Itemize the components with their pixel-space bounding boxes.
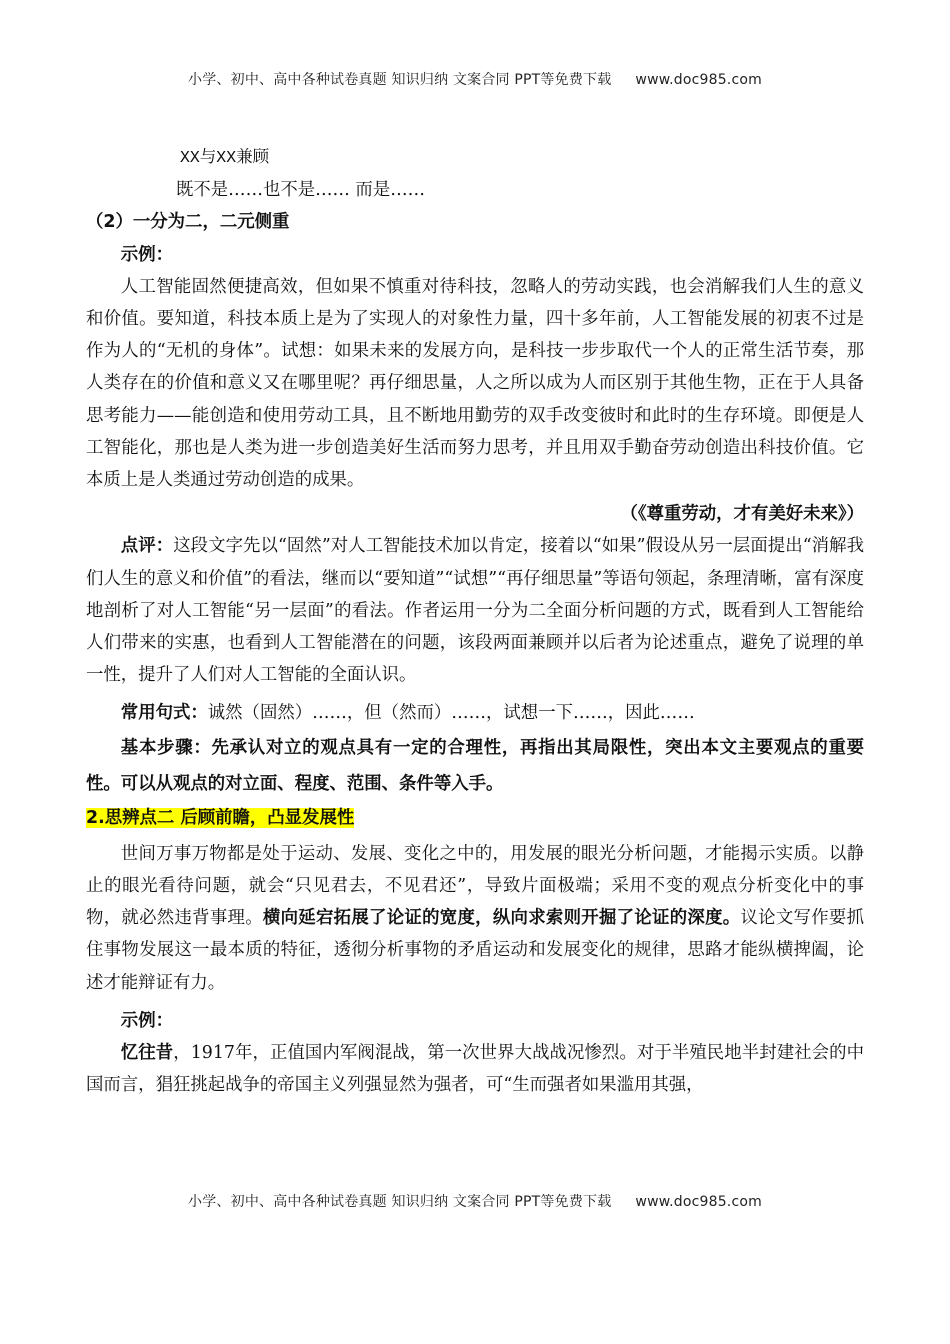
footer-url[interactable]: www.doc985.com: [635, 1194, 762, 1210]
para-text-2: 议论文写作要抓住事物发展这一最本质的特征，透彻分析事物的矛盾运动和发展变化的规律，思路才能纵横捭阖，论述才能辩证有力。: [86, 908, 864, 993]
common-label: 常用句式：: [120, 703, 208, 724]
footer-text: 小学、初中、高中各种试卷真题 知识归纳 文案合同 PPT等免费下载: [188, 1194, 612, 1210]
page-footer: [0, 1191, 950, 1211]
document-body: [86, 142, 864, 1101]
example-paragraph: 人工智能固然便捷高效，但如果不慎重对待科技，忽略人的劳动实践，也会消解我们人生的意义和价值。要知道，科技本质上是为了实现人的对象性力量，四十多年前，人工智能发展的初衷不过是作为人的“无机的身体”。试想：如果未来的发展方向，是科技一步步取代一个人的正常生活节奏，那人类存在的价值和意义又在哪里呢？再仔细思量，人之所以成为人而区别于其他生物，正在于人具备思考能力——能创造和使用劳动工具，且不断地用勤劳的双手改变彼时和此时的生存环境。即便是人工智能化，那也是人类为进一步创造美好生活而努力思考，并且用双手勤奋劳动创造出科技价值。它本质上是人类通过劳动创造的成果。: [86, 276, 864, 491]
comment-paragraph: [86, 530, 864, 691]
point-2-heading: [86, 802, 864, 834]
highlighted-heading: 2.思辨点二 后顾前瞻，凸显发展性: [86, 807, 355, 828]
example-label-2: 示例：: [120, 1010, 173, 1031]
common-sentence-paragraph: [86, 697, 864, 729]
pattern-line-2: 既不是……也不是…… 而是……: [176, 180, 425, 201]
header-text: 小学、初中、高中各种试卷真题 知识归纳 文案合同 PPT等免费下载: [188, 72, 612, 88]
page-header: [0, 69, 950, 89]
example-paragraph-2: [86, 1037, 864, 1101]
citation: （《尊重劳动，才有美好未来》）: [620, 504, 864, 525]
example-label: 示例：: [120, 244, 173, 265]
basic-steps-paragraph: 基本步骤：先承认对立的观点具有一定的合理性，再指出其局限性，突出本文主要观点的重要性。可以从观点的对立面、程度、范围、条件等入手。: [86, 737, 864, 794]
section-heading-2: （2）一分为二，二元侧重: [86, 212, 290, 233]
header-url[interactable]: www.doc985.com: [635, 72, 762, 88]
example-bold-lead: 忆往昔: [120, 1043, 174, 1064]
common-text: 诚然（固然）……，但（然而）……，试想一下……，因此……: [207, 703, 695, 724]
comment-label: 点评：: [120, 536, 174, 557]
para-bold-text: 横向延宕拓展了论证的宽度，纵向求索则开掘了论证的深度。: [262, 908, 741, 929]
example-text-2: ，1917年，正值国内军阀混战，第一次世界大战战况惨烈。对于半殖民地半封建社会的中国而言，猖狂挑起战争的帝国主义列强显然为强者，可“生而强者如果滥用其强，: [86, 1043, 864, 1096]
pattern-line-1: XX与XX兼顾: [180, 148, 270, 167]
para-text-1: 世间万事万物都是处于运动、发展、变化之中的，用发展的眼光分析问题，才能揭示实质。以静止的眼光看待问题，就会“只见君去，不见君还”，导致片面极端；采用不变的观点分析变化中的事物，就必然违背事理。: [86, 843, 864, 929]
comment-text: 这段文字先以“固然”对人工智能技术加以肯定，接着以“如果”假设从另一层面提出“消解我们人生的意义和价值”的看法，继而以“要知道”“试想”“再仔细思量”等语句领起，条理清晰，富有深度地剖析了对人工智能“另一层面”的看法。作者运用一分为二全面分析问题的方式，既看到人工智能给人们带来的实惠，也看到人工智能潜在的问题，该段两面兼顾并以后者为论述重点，避免了说理的单一性，提升了人们对人工智能的全面认识。: [86, 536, 864, 686]
point-2-paragraph: [86, 838, 864, 999]
